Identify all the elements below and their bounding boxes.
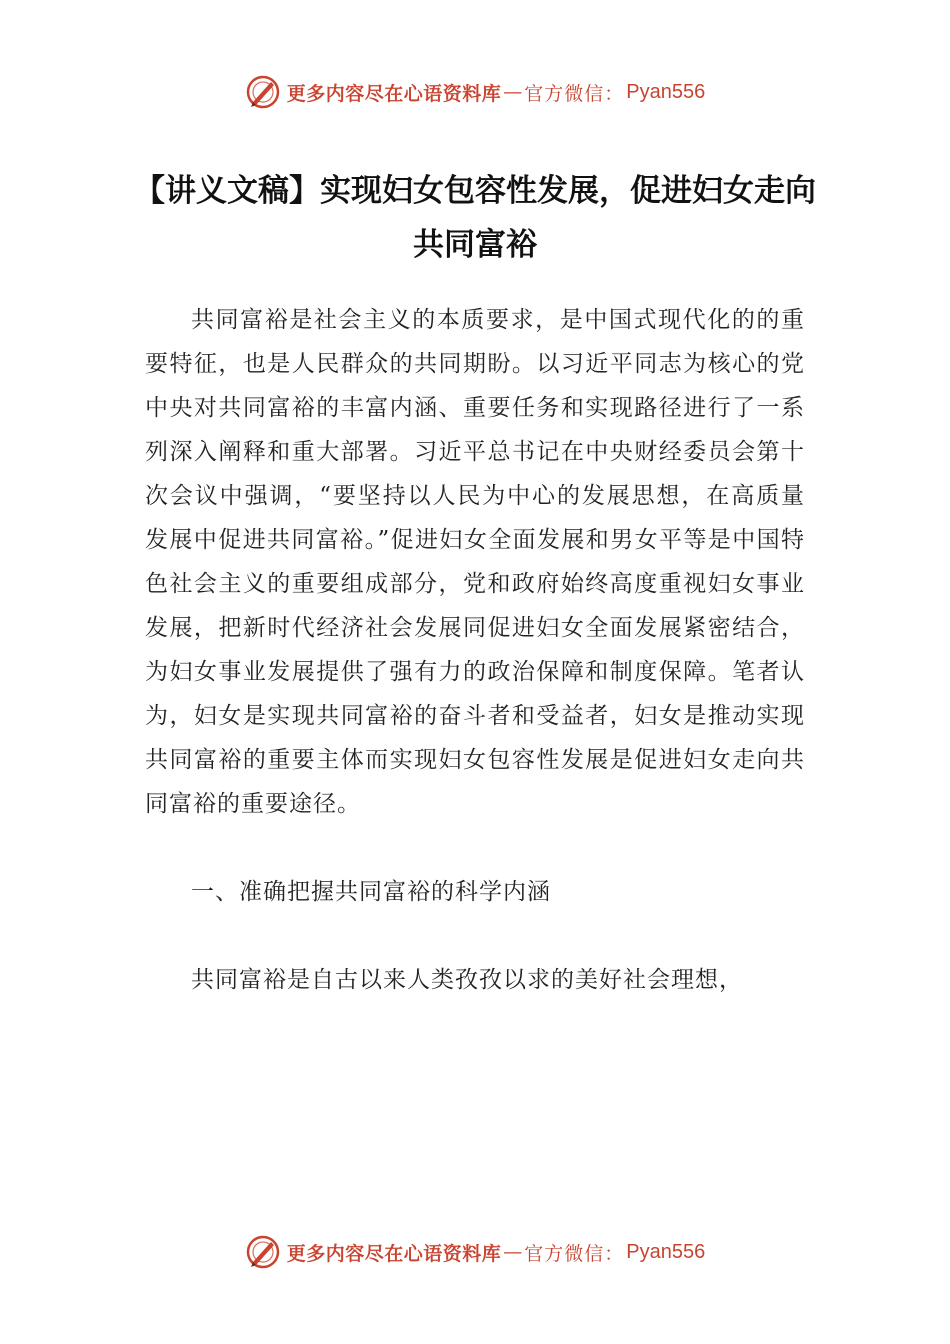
banner-separator: —: [503, 1241, 523, 1263]
red-seal-pen-logo-icon: [245, 1234, 281, 1270]
banner-wechat-label: 官方微信：: [524, 82, 625, 105]
paragraph: 共同富裕是社会主义的本质要求，是中国式现代化的的重要特征，也是人民群众的共同期盼。以习近平同志为核心的党中央对共同富裕的丰富内涵、重要任务和实现路径进行了一系列深入阐释和重大部署。习近平总书记在中央财经委员会第十次会议中强调，“要坚持以人民为中心的发展思想，在高质量发展中促进共同富裕。”促进妇女全面发展和男女平等是中国特色社会主义的重要组成部分，党和政府始终高度重视妇女事业发展，把新时代经济社会发展同促进妇女全面发展紧密结合，为妇女事业发展提供了强有力的政治保障和制度保障。笔者认为，妇女是实现共同富裕的奋斗者和受益者，妇女是推动实现共同富裕的重要主体而实现妇女包容性发展是促进妇女走向共同富裕的重要途径。: [145, 307, 805, 817]
banner-separator: —: [503, 81, 523, 103]
section-heading: 一、准确把握共同富裕的科学内涵: [191, 879, 551, 905]
banner-text: 更多内容尽在心语资料库: [286, 82, 502, 105]
document-body: [145, 298, 805, 1002]
footer-banner: [0, 1230, 950, 1274]
banner-text: 更多内容尽在心语资料库: [286, 1242, 502, 1265]
banner-wechat-id: Pyan556: [626, 80, 706, 103]
banner-wechat-id: Pyan556: [626, 1240, 706, 1263]
header-banner: [0, 70, 950, 114]
document-title: 【讲义文稿】实现妇女包容性发展，促进妇女走向共同富裕: [134, 173, 816, 263]
banner-wechat-label: 官方微信：: [524, 1242, 625, 1265]
red-seal-pen-logo-icon: [245, 74, 281, 110]
paragraph: 共同富裕是自古以来人类孜孜以求的美好社会理想，: [191, 967, 743, 993]
